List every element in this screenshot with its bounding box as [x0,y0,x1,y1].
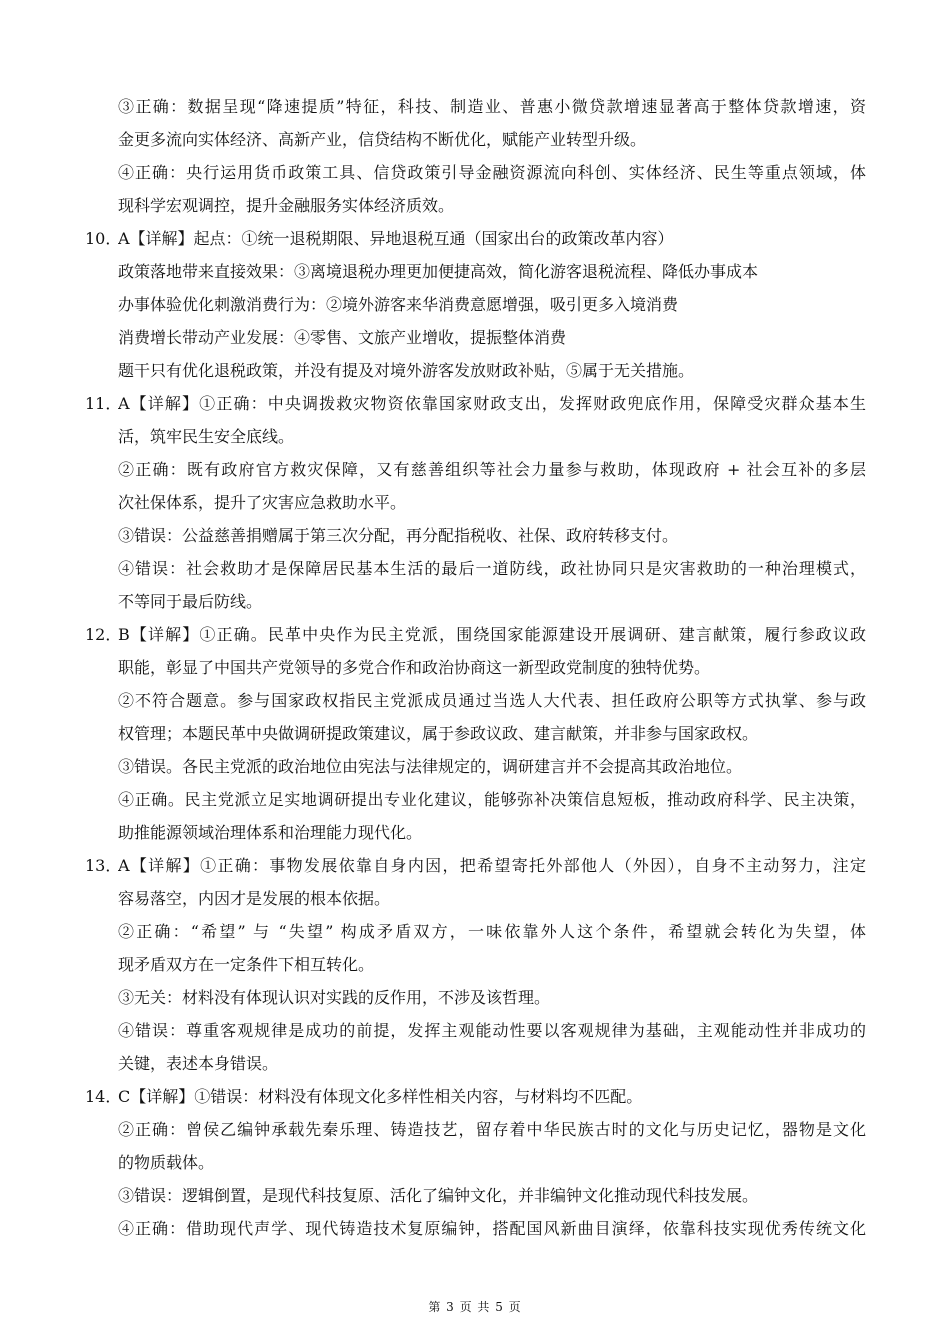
intro-block [118,90,866,222]
answer-item-11 [85,387,866,618]
text-line: ④正确。民主党派立足实地调研提出专业化建议，能够弥补决策信息短板，推动政府科学、民主决策， [118,790,866,809]
text-line: 的物质载体。 [118,1153,215,1172]
text-line: 助推能源领域治理体系和治理能力现代化。 [118,823,423,842]
text-line: 现科学宏观调控，提升金融服务实体经济质效。 [118,196,455,215]
text-line: 不等同于最后防线。 [118,592,263,611]
question-number: 11． [85,394,122,413]
text-line: C【详解】①错误：材料没有体现文化多样性相关内容，与材料均不匹配。 [118,1087,643,1106]
text-line: 权管理；本题民革中央做调研提政策建议，属于参政议政、建言献策，并非参与国家政权。 [118,724,759,743]
text-line: A【详解】起点：①统一退税期限、异地退税互通（国家出台的政策改革内容） [118,229,674,248]
text-line: ②正确：曾侯乙编钟承载先秦乐理、铸造技艺，留存着中华民族古时的文化与历史记忆，器物是文化 [118,1120,866,1139]
text-line: 金更多流向实体经济、高新产业，信贷结构不断优化，赋能产业转型升级。 [118,130,647,149]
text-line: ③正确：数据呈现“降速提质”特征，科技、制造业、普惠小微贷款增速显著高于整体贷款增速，资 [118,97,866,116]
text-line: 容易落空，内因才是发展的根本依据。 [118,889,391,908]
text-line: ②正确：既有政府官方救灾保障，又有慈善组织等社会力量参与救助，体现政府 + 社会互补的多层 [118,460,866,479]
text-line: B【详解】①正确。民革中央作为民主党派，围绕国家能源建设开展调研、建言献策，履行参政议政 [118,625,866,644]
text-line: ③错误。各民主党派的政治地位由宪法与法律规定的，调研建言并不会提高其政治地位。 [118,757,743,776]
text-line: 次社保体系，提升了灾害应急救助水平。 [118,493,407,512]
text-line: A【详解】①正确：中央调拨救灾物资依靠国家财政支出，发挥财政兜底作用，保障受灾群众基本生 [118,394,866,413]
question-number: 10． [85,229,122,248]
answer-item-12 [85,618,866,849]
document-body [85,90,866,1245]
text-line: 现矛盾双方在一定条件下相互转化。 [118,955,375,974]
answer-item-13 [85,849,866,1080]
page-number-footer: 第 3 页 共 5 页 [428,1300,522,1314]
text-line: ③无关：材料没有体现认识对实践的反作用，不涉及该哲理。 [118,988,551,1007]
text-line: 活，筑牢民生安全底线。 [118,427,295,446]
text-line: ④错误：社会救助才是保障居民基本生活的最后一道防线，政社协同只是灾害救助的一种治理模式， [118,559,866,578]
text-line: 政策落地带来直接效果：③离境退税办理更加便捷高效，简化游客退税流程、降低办事成本 [118,262,759,281]
answer-item-14 [85,1080,866,1245]
text-line: ②不符合题意。参与国家政权指民主党派成员通过当选人大代表、担任政府公职等方式执掌、参与政 [118,691,866,710]
text-line: 办事体验优化刺激消费行为：②境外游客来华消费意愿增强，吸引更多入境消费 [118,295,679,314]
question-number: 12． [85,625,122,644]
text-line: ③错误：公益慈善捐赠属于第三次分配，再分配指税收、社保、政府转移支付。 [118,526,679,545]
question-number: 14． [85,1087,122,1106]
text-line: 职能，彰显了中国共产党领导的多党合作和政治协商这一新型政党制度的独特优势。 [118,658,711,677]
text-line: 题干只有优化退税政策，并没有提及对境外游客发放财政补贴，⑤属于无关措施。 [118,361,695,380]
text-line: ③错误：逻辑倒置，是现代科技复原、活化了编钟文化，并非编钟文化推动现代科技发展。 [118,1186,759,1205]
text-line: ④错误：尊重客观规律是成功的前提，发挥主观能动性要以客观规律为基础，主观能动性并非成功的 [118,1021,866,1040]
text-line: A【详解】①正确：事物发展依靠自身内因，把希望寄托外部他人（外因），自身不主动努力，注定 [118,856,866,875]
text-line: ④正确：央行运用货币政策工具、信贷政策引导金融资源流向科创、实体经济、民生等重点领域，体 [118,163,866,182]
text-line: ②正确：“希望” 与 “失望” 构成矛盾双方，一味依靠外人这个条件，希望就会转化为失望，体 [118,922,866,941]
question-number: 13． [85,856,122,875]
text-line: 消费增长带动产业发展：④零售、文旅产业增收，提振整体消费 [118,328,567,347]
answer-item-10 [85,222,866,387]
text-line: 关键，表述本身错误。 [118,1054,279,1073]
text-line: ④正确：借助现代声学、现代铸造技术复原编钟，搭配国风新曲目演绎，依靠科技实现优秀传统文化 [118,1219,866,1238]
